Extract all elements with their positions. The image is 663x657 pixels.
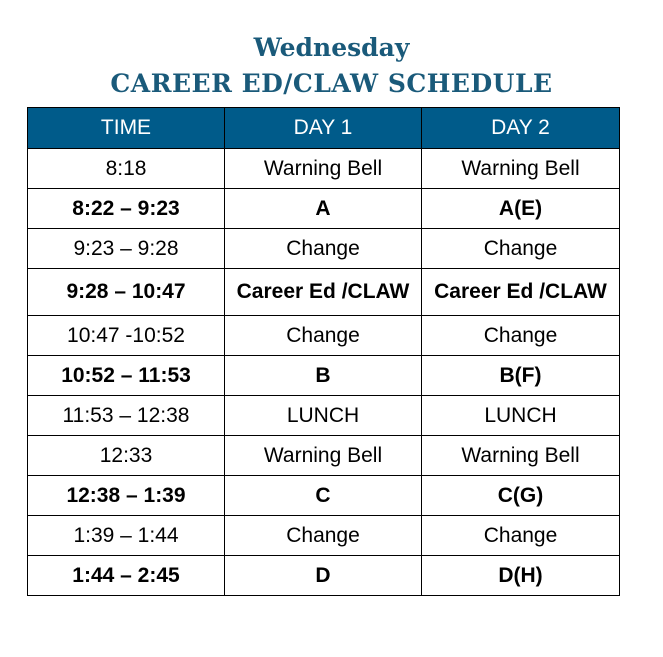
cell-time: 8:22 – 9:23: [28, 189, 225, 229]
schedule-table: [27, 107, 620, 596]
table-row: [28, 149, 620, 189]
table-row: [28, 476, 620, 516]
cell-day2: C(G): [422, 476, 620, 516]
cell-day1: C: [225, 476, 422, 516]
table-row: [28, 356, 620, 396]
cell-day1: Career Ed /CLAW: [225, 269, 422, 316]
page-title-schedule: CAREER ED/CLAW SCHEDULE: [110, 69, 553, 98]
table-row: [28, 556, 620, 596]
header-day2: DAY 2: [422, 108, 620, 149]
cell-time: 9:28 – 10:47: [28, 269, 225, 316]
table-row: [28, 516, 620, 556]
cell-day2: Change: [422, 516, 620, 556]
cell-time: 1:39 – 1:44: [28, 516, 225, 556]
cell-time: 12:38 – 1:39: [28, 476, 225, 516]
cell-day1: Warning Bell: [225, 149, 422, 189]
cell-day1: Change: [225, 316, 422, 356]
cell-day2: Change: [422, 316, 620, 356]
cell-day1: Change: [225, 229, 422, 269]
cell-day1: Change: [225, 516, 422, 556]
cell-day2: Career Ed /CLAW: [422, 269, 620, 316]
cell-time: 11:53 – 12:38: [28, 396, 225, 436]
cell-day1: LUNCH: [225, 396, 422, 436]
cell-day1: D: [225, 556, 422, 596]
cell-day2: A(E): [422, 189, 620, 229]
header-day1: DAY 1: [225, 108, 422, 149]
table-row: [28, 316, 620, 356]
page-title-day: Wednesday: [253, 33, 410, 62]
cell-day1: B: [225, 356, 422, 396]
cell-time: 1:44 – 2:45: [28, 556, 225, 596]
cell-time: 9:23 – 9:28: [28, 229, 225, 269]
table-row: [28, 229, 620, 269]
cell-day2: Warning Bell: [422, 436, 620, 476]
cell-day2: Change: [422, 229, 620, 269]
title-block: [0, 30, 663, 102]
cell-time: 8:18: [28, 149, 225, 189]
cell-day2: B(F): [422, 356, 620, 396]
cell-day2: LUNCH: [422, 396, 620, 436]
table-row: [28, 436, 620, 476]
cell-day2: Warning Bell: [422, 149, 620, 189]
cell-day1: Warning Bell: [225, 436, 422, 476]
cell-time: 10:47 -10:52: [28, 316, 225, 356]
table-header-row: [28, 108, 620, 149]
table-row: [28, 396, 620, 436]
cell-day2: D(H): [422, 556, 620, 596]
cell-day1: A: [225, 189, 422, 229]
cell-time: 10:52 – 11:53: [28, 356, 225, 396]
header-time: TIME: [28, 108, 225, 149]
cell-time: 12:33: [28, 436, 225, 476]
table-row: [28, 189, 620, 229]
table-row: [28, 269, 620, 316]
